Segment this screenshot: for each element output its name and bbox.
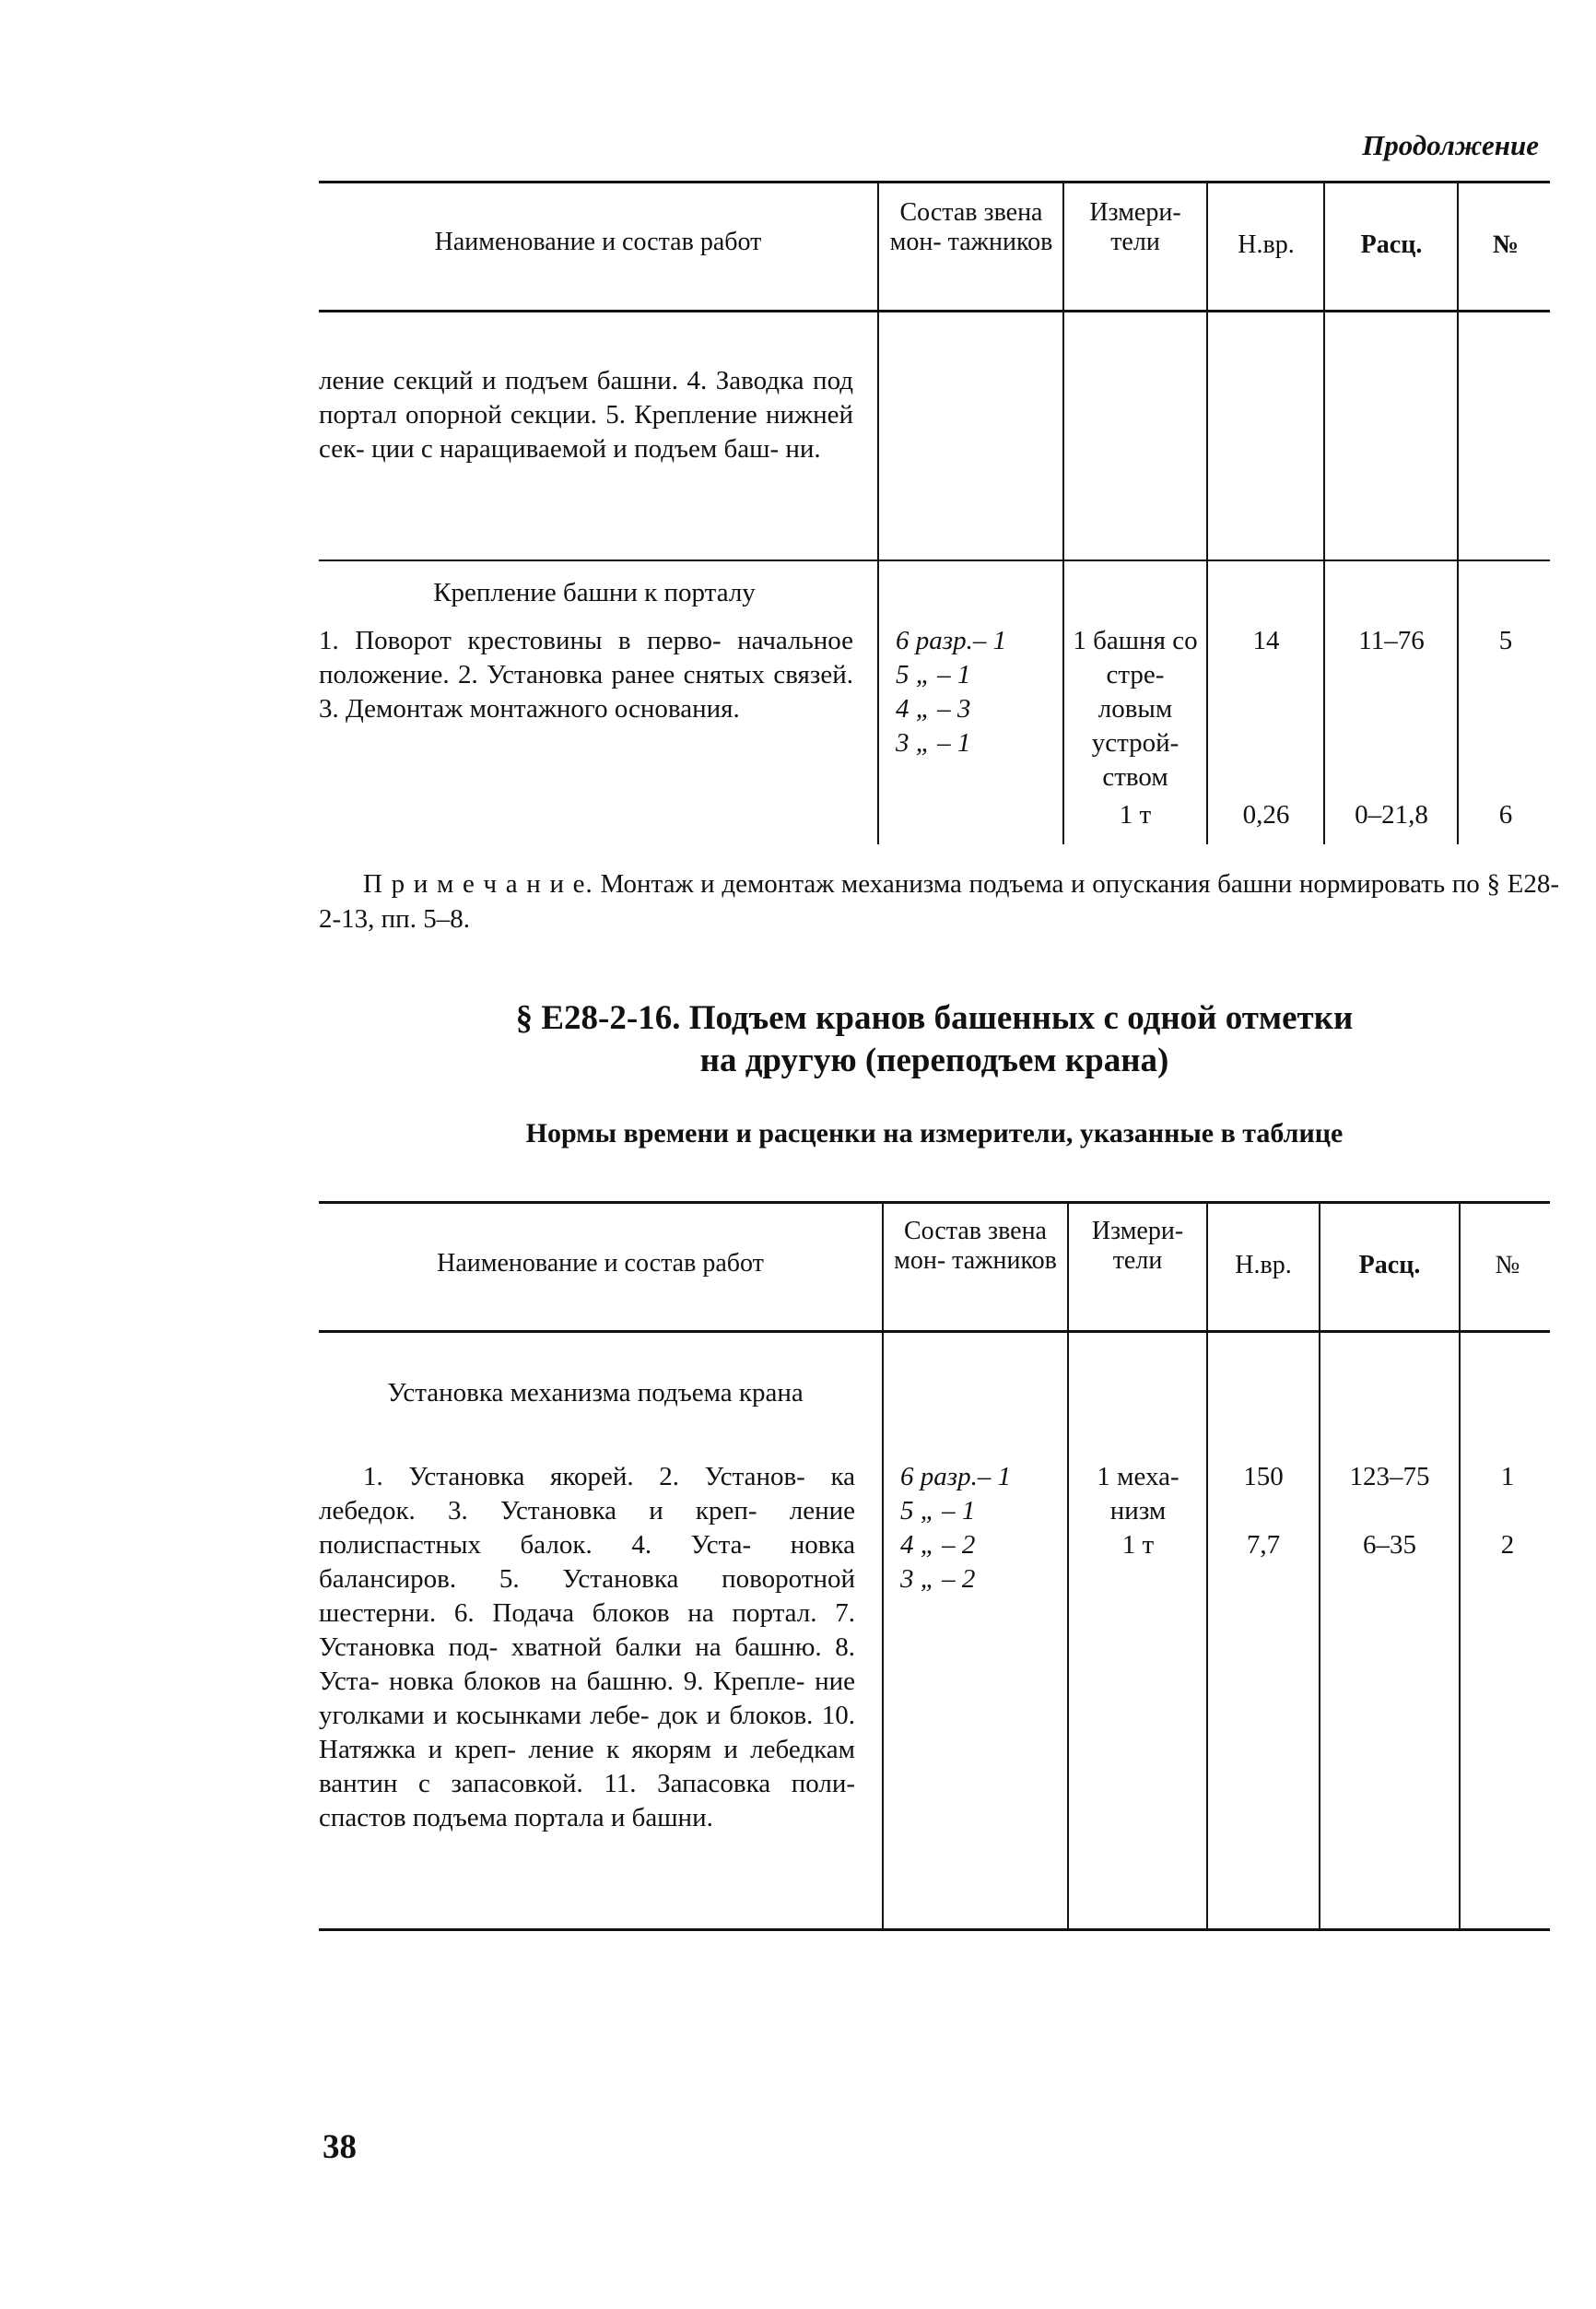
table2-col-divider [882, 1201, 884, 1929]
table2-col-divider [1459, 1201, 1461, 1929]
row2-work-text: 1. Поворот крестовины в перво- начальное положение. 2. Установка ранее снятых связей. 3. Демонтаж монтажного основания. [319, 626, 853, 724]
header-rasc: Расц. [1360, 230, 1423, 259]
hvr-value: 150 [1243, 1462, 1284, 1491]
header-no: № [1492, 230, 1520, 259]
header-crew: Состав звена мон- тажников [894, 1217, 1057, 1275]
row-number: 2 [1500, 1530, 1515, 1560]
header-name: Наименование и состав работ [434, 228, 762, 256]
unit-value: 1 т [1121, 1530, 1155, 1560]
continuation-label: Продолжение [1362, 129, 1539, 161]
table1-header-rule [319, 310, 1550, 312]
table-note [319, 866, 1559, 937]
crew-line: 6 разр.– 1 [896, 626, 1007, 655]
row-number: 1 [1500, 1462, 1515, 1491]
crew-line: 3 „ – 1 [896, 728, 971, 758]
table1-row-rule [319, 560, 1550, 561]
table2-col-divider [1067, 1201, 1069, 1929]
crew-line: 5 „ – 1 [900, 1496, 976, 1526]
row-number: 5 [1498, 626, 1513, 655]
table2-header-rule [319, 1330, 1550, 1333]
work-text: 1. Установка якорей. 2. Установ- ка лебедок. 3. Установка и креп- ление полиспастных балок. 4. Уста- новка балансиров. 5. Установка поворотной шестерни. 6. Подача блоков на портал. 7. Установка под- хватной балки на башню. 8. Уста- новка блоков на башню. 9. Крепле- ние уголками и косынками лебе- док и блоков. 10. Натяжка и креп- ление к якорям и лебедкам вантин с запасовкой. 11. Запасовка поли- спастов подъема портала и башни. [319, 1462, 855, 1832]
header-name: Наименование и состав работ [437, 1249, 764, 1278]
section-title: § Е28-2-16. Подъем кранов башенных с одной отметки [515, 999, 1354, 1037]
crew-line: 4 „ – 2 [900, 1530, 976, 1560]
crew-line: 4 „ – 3 [896, 694, 971, 724]
table1-col-divider [1457, 181, 1459, 844]
rasc-value: 11–76 [1358, 626, 1425, 655]
header-hvr: Н.вр. [1235, 1251, 1292, 1279]
hvr-value: 0,26 [1242, 800, 1290, 830]
row1-work-text: ление секций и подъем башни. 4. Заводка под портал опорной секции. 5. Крепление нижней сек- ции с наращиваемой и подъем баш- ни. [319, 366, 853, 464]
table2-bottom-rule [319, 1928, 1550, 1931]
table2-top-rule [319, 1201, 1550, 1204]
crew-line: 3 „ – 2 [900, 1564, 976, 1594]
row2-heading: Крепление башни к порталу [433, 578, 756, 607]
note-text: Монтаж и демонтаж механизма подъема и опускания башни нормировать по § Е28-2-13, пп. 5–8. [319, 869, 1559, 934]
section-title-cont: на другую (переподъем крана) [699, 1042, 1169, 1079]
section-subtitle: Нормы времени и расценки на измерители, указанные в таблице [525, 1118, 1344, 1149]
header-hvr: Н.вр. [1238, 230, 1295, 259]
hvr-value: 14 [1252, 626, 1280, 655]
rasc-value: 123–75 [1349, 1462, 1430, 1491]
unit-value: 1 т [1119, 800, 1152, 830]
header-crew: Состав звена мон- тажников [889, 198, 1053, 256]
header-rasc: Расц. [1358, 1251, 1421, 1279]
header-units: Измери- тели [1091, 1217, 1184, 1275]
page-number: 38 [323, 2128, 357, 2166]
table1-top-rule [319, 181, 1550, 183]
table1-col-divider [877, 181, 879, 844]
table1-col-divider [1206, 181, 1208, 844]
table2-col-divider [1206, 1201, 1208, 1929]
rasc-value: 0–21,8 [1355, 800, 1428, 830]
crew-line: 5 „ – 1 [896, 660, 971, 689]
crew-line: 6 разр.– 1 [900, 1462, 1012, 1491]
table2-col-divider [1319, 1201, 1320, 1929]
row-number: 6 [1498, 800, 1513, 830]
unit-value: 1 башня со стре- ловым устрой- ством [1073, 626, 1198, 792]
table1-col-divider [1323, 181, 1325, 844]
table1-col-divider [1062, 181, 1064, 844]
work-heading: Установка механизма подъема крана [387, 1378, 804, 1408]
header-no: № [1495, 1251, 1520, 1279]
hvr-value: 7,7 [1246, 1530, 1281, 1560]
header-units: Измери- тели [1089, 198, 1181, 256]
note-label: П р и м е ч а н и е. [363, 869, 593, 899]
rasc-value: 6–35 [1363, 1530, 1416, 1560]
unit-value: 1 меха- низм [1097, 1462, 1179, 1526]
